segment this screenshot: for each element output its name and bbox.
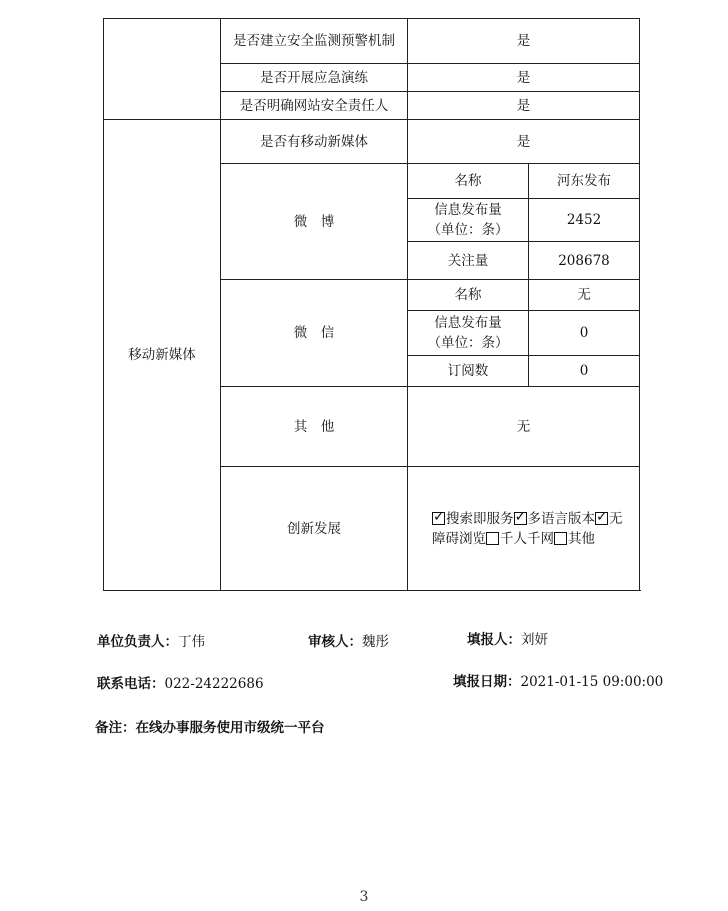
weixin-count-label-line1: 信息发布量 bbox=[434, 315, 502, 331]
weibo-follow-value: 208678 bbox=[529, 242, 640, 280]
security-section-cell bbox=[104, 19, 221, 120]
innovation-label: 创新发展 bbox=[221, 467, 408, 591]
principal-line bbox=[97, 630, 205, 650]
reviewer-label: 审核人： bbox=[308, 634, 362, 650]
unchecked-checkbox-icon bbox=[554, 532, 567, 545]
weibo-follow-label: 关注量 bbox=[408, 242, 529, 280]
date-label: 填报日期： bbox=[453, 674, 521, 690]
weixin-sub-value: 0 bbox=[529, 356, 640, 387]
date-line bbox=[453, 670, 663, 690]
phone-line bbox=[97, 672, 264, 692]
innovation-option-label: 搜索即服务 bbox=[446, 510, 514, 527]
filler-line bbox=[467, 628, 548, 648]
innovation-options bbox=[408, 467, 640, 591]
checked-checkbox-icon bbox=[514, 512, 527, 525]
reviewer-value: 魏彤 bbox=[362, 634, 389, 650]
drill-value: 是 bbox=[408, 64, 640, 92]
has-mobile-value: 是 bbox=[408, 120, 640, 164]
innovation-option-label: 多语言版本 bbox=[527, 510, 595, 527]
phone-label: 联系电话： bbox=[97, 676, 165, 692]
responsible-label: 是否明确网站安全责任人 bbox=[221, 92, 408, 120]
drill-label: 是否开展应急演练 bbox=[221, 64, 408, 92]
page-number: 3 bbox=[359, 889, 369, 905]
weibo-label: 微 博 bbox=[221, 164, 408, 280]
monitoring-label: 是否建立安全监测预警机制 bbox=[221, 19, 408, 64]
checked-checkbox-icon bbox=[595, 512, 608, 525]
weibo-name-value: 河东发布 bbox=[529, 164, 640, 199]
weixin-count-label bbox=[408, 311, 529, 356]
innovation-option-list bbox=[432, 511, 623, 547]
monitoring-value: 是 bbox=[408, 19, 640, 64]
innovation-option-label: 无障碍浏览 bbox=[432, 510, 623, 547]
note: 备注：在线办事服务使用市级统一平台 bbox=[95, 720, 325, 736]
weixin-count-value: 0 bbox=[529, 311, 640, 356]
date-value: 2021-01-15 09:00:00 bbox=[520, 674, 664, 690]
responsible-value: 是 bbox=[408, 92, 640, 120]
other-label: 其 他 bbox=[221, 387, 408, 467]
weibo-count-label-line1: 信息发布量 bbox=[434, 202, 502, 218]
other-value: 无 bbox=[408, 387, 640, 467]
weixin-name-label: 名称 bbox=[408, 280, 529, 311]
weixin-label: 微 信 bbox=[221, 280, 408, 387]
principal-label: 单位负责人： bbox=[97, 634, 178, 650]
filler-value: 刘妍 bbox=[521, 632, 548, 648]
report-table bbox=[103, 18, 640, 591]
weibo-count-value: 2452 bbox=[529, 199, 640, 242]
weixin-count-label-line2: （单位：条） bbox=[427, 335, 509, 351]
filler-label: 填报人： bbox=[467, 632, 521, 648]
principal-value: 丁伟 bbox=[178, 634, 205, 650]
weibo-name-label: 名称 bbox=[408, 164, 529, 199]
unchecked-checkbox-icon bbox=[486, 532, 499, 545]
reviewer-line bbox=[308, 630, 389, 650]
phone-value: 022-24222686 bbox=[164, 676, 264, 692]
weixin-sub-label: 订阅数 bbox=[408, 356, 529, 387]
checked-checkbox-icon bbox=[432, 512, 445, 525]
mobile-section-label: 移动新媒体 bbox=[104, 120, 221, 591]
weibo-count-label bbox=[408, 199, 529, 242]
has-mobile-label: 是否有移动新媒体 bbox=[221, 120, 408, 164]
weibo-count-label-line2: （单位：条） bbox=[427, 222, 509, 238]
innovation-option-label: 其他 bbox=[568, 530, 595, 547]
innovation-option-label: 千人千网 bbox=[500, 530, 554, 547]
weixin-name-value: 无 bbox=[529, 280, 640, 311]
